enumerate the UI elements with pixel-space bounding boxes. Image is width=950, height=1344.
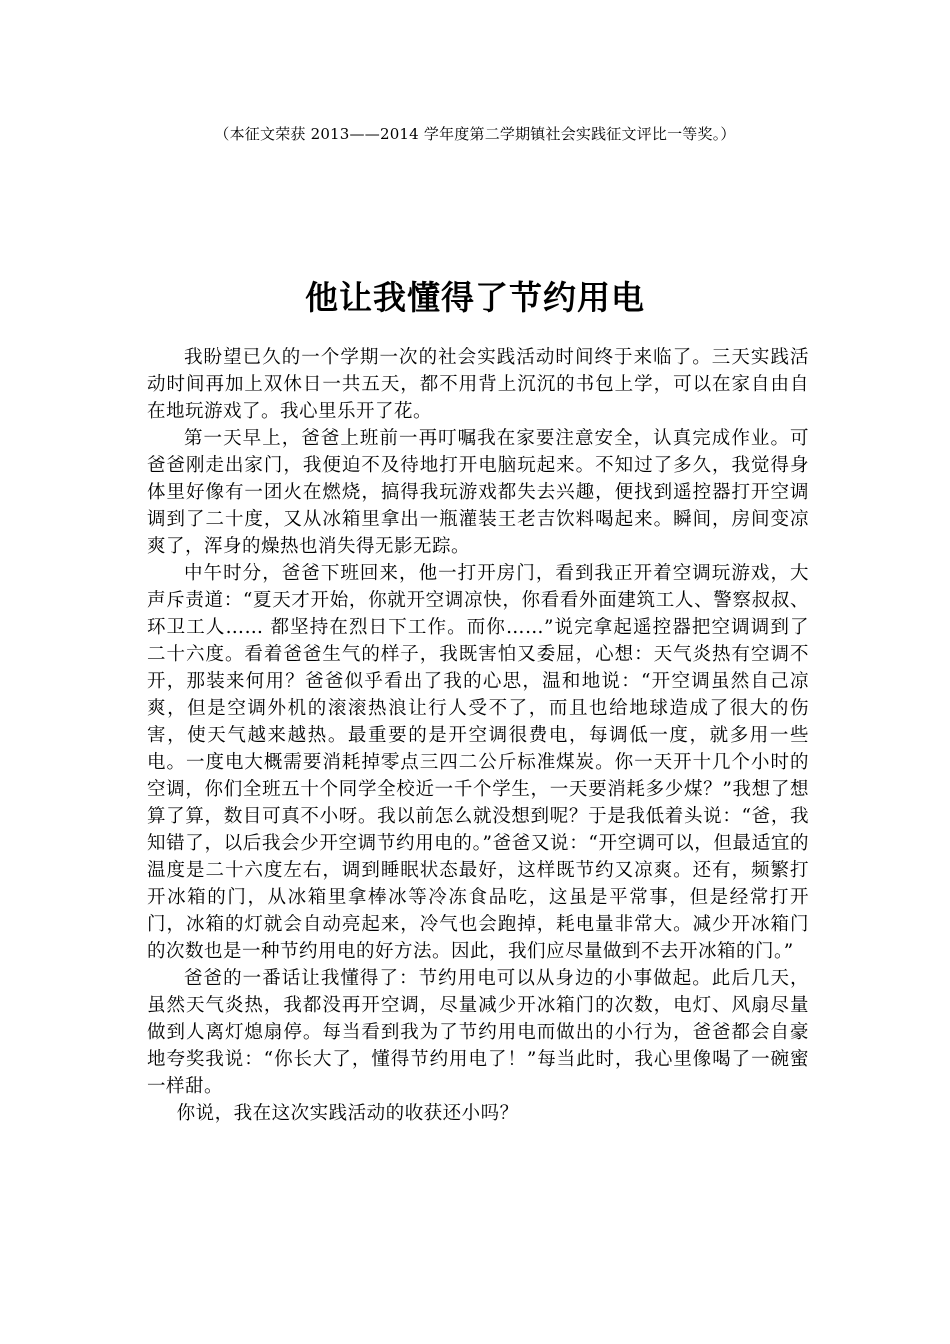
- award-note: （本征文荣获 2013——2014 学年度第二学期镇社会实践征文评比一等奖。）: [214, 125, 736, 143]
- essay-title: 他让我懂得了节约用电: [305, 278, 645, 317]
- paragraph: 我盼望已久的一个学期一次的社会实践活动时间终于来临了。三天实践活动时间再加上双休日一共五天，都不用背上沉沉的书包上学，可以在家自由自在地玩游戏了。我心里乐开了花。: [147, 347, 809, 422]
- closing-paragraph: 你说，我在这次实践活动的收获还小吗？: [176, 1103, 519, 1124]
- paragraph: 爸爸的一番话让我懂得了：节约用电可以从身边的小事做起。此后几天，虽然天气炎热，我都没再开空调，尽量减少开冰箱门的次数，电灯、风扇尽量做到人离灯熄扇停。每当看到我为了节约用电而做出的小行为，爸爸都会自豪地夸奖我说：“你长大了，懂得节约用电了！”每当此时，我心里像喝了一碗蜜一样甜。: [147, 968, 809, 1097]
- essay-body: [147, 344, 809, 1127]
- paragraph: 第一天早上，爸爸上班前一再叮嘱我在家要注意安全，认真完成作业。可爸爸刚走出家门，我便迫不及待地打开电脑玩起来。不知过了多久，我觉得身体里好像有一团火在燃烧，搞得我玩游戏都失去兴趣，便找到遥控器打开空调调到了二十度，又从冰箱里拿出一瓶灌装王老吉饮料喝起来。瞬间，房间变凉爽了，浑身的燥热也消失得无影无踪。: [147, 428, 809, 557]
- paragraph: 中午时分，爸爸下班回来，他一打开房门，看到我正开着空调玩游戏，大声斥责道：“夏天才开始，你就开空调凉快，你看看外面建筑工人、警察叔叔、环卫工人…… 都坚持在烈日下工作。而你……”说完拿起遥控器把空调调到了二十六度。看着爸爸生气的样子，我既害怕又委屈，心想：天气炎热有空调不开，那装来何用？爸爸似乎看出了我的心思，温和地说：“开空调虽然自己凉爽，但是空调外机的滚滚热浪让行人受不了，而且也给地球造成了很大的伤害，使天气越来越热。最重要的是开空调很费电，每调低一度，就多用一些电。一度电大概需要消耗掉零点三四二公斤标准煤炭。你一天开十几个小时的空调，你们全班五十个同学全校近一千个学生，一天要消耗多少煤？”我想了想算了算，数目可真不小呀。我以前怎么就没想到呢？于是我低着头说：“爸，我知错了，以后我会少开空调节约用电的。”爸爸又说：“开空调可以，但最适宜的温度是二十六度左右，调到睡眠状态最好，这样既节约又凉爽。还有，频繁打开冰箱的门，从冰箱里拿棒冰等冷冻食品吃，这虽是平常事，但是经常打开门，冰箱的灯就会自动亮起来，冷气也会跑掉，耗电量非常大。减少开冰箱门的次数也是一种节约用电的好方法。因此，我们应尽量做到不去开冰箱的门。”: [147, 563, 809, 962]
